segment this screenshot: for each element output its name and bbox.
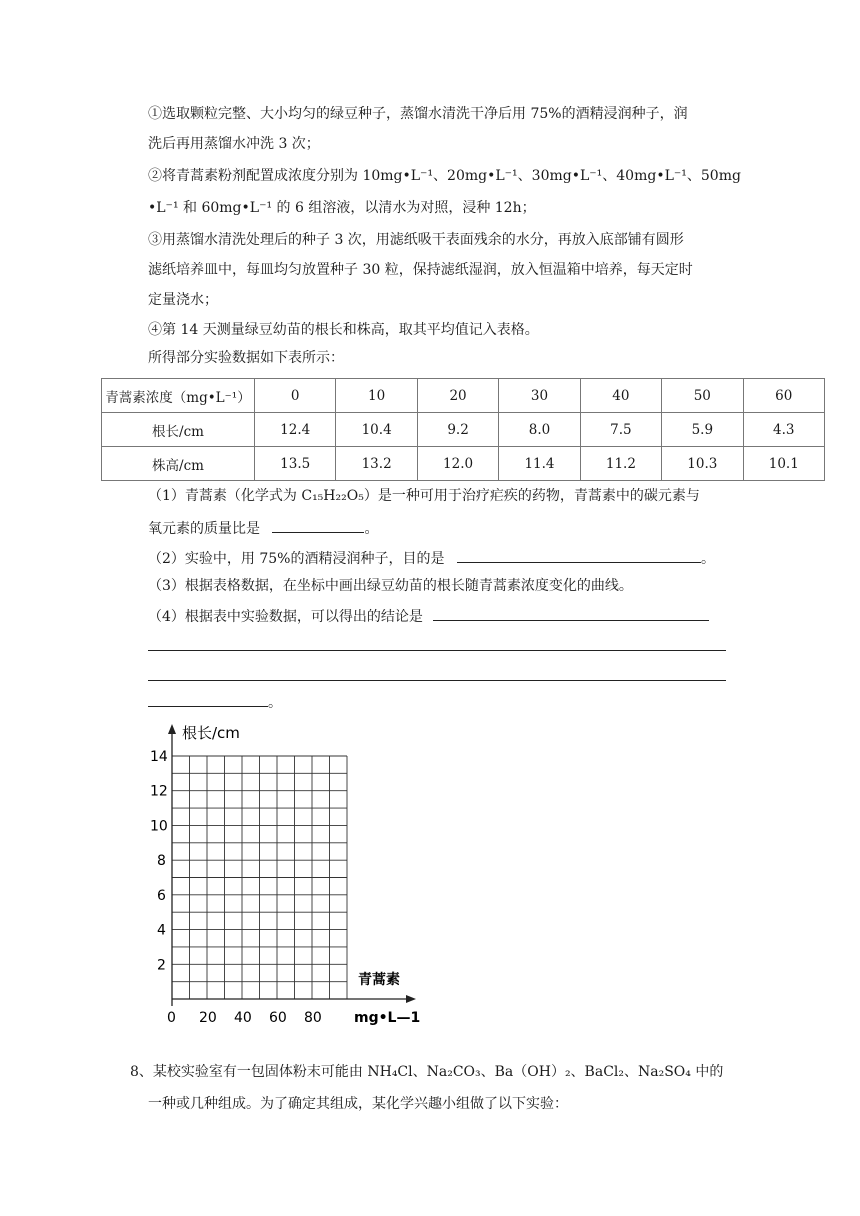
table-cell: 10.4 xyxy=(336,413,417,447)
answer-blank-2[interactable] xyxy=(457,548,701,563)
y-tick-label: 8 xyxy=(157,853,166,870)
row-label: 株高/cm xyxy=(102,447,255,481)
table-cell: 10.3 xyxy=(662,447,743,481)
table-cell: 4.3 xyxy=(743,413,824,447)
table-cell: 13.2 xyxy=(336,447,417,481)
table-cell: 11.2 xyxy=(580,447,661,481)
question-2-end: 。 xyxy=(700,551,715,567)
table-header-cell: 10 xyxy=(336,379,417,413)
grid-lines xyxy=(172,756,347,999)
question-1-end: 。 xyxy=(364,521,379,537)
y-axis-arrow-icon xyxy=(168,724,176,734)
table-header-cell: 60 xyxy=(743,379,824,413)
y-tick-label: 6 xyxy=(157,887,166,904)
step-3-line-3: 定量浇水； xyxy=(148,292,218,308)
question-2-text: （2）实验中，用 75%的酒精浸润种子，目的是 xyxy=(148,551,445,567)
x-tick-label: 60 xyxy=(269,1010,287,1026)
step-2-line-1: ②将青蒿素粉剂配置成浓度分别为 10mg•L⁻¹、20mg•L⁻¹、30mg•L⁻¹、40mg•L⁻¹、50mg xyxy=(148,168,741,184)
table-cell: 8.0 xyxy=(499,413,580,447)
step-3-line-2: 滤纸培养皿中，每皿均匀放置种子 30 粒，保持滤纸湿润，放入恒温箱中培养，每天定时 xyxy=(148,262,693,278)
answer-blank-4a[interactable] xyxy=(433,606,709,621)
x-tick-label: 40 xyxy=(234,1010,252,1026)
table-header-cell: 50 xyxy=(662,379,743,413)
question-1-line-1: （1）青蒿素（化学式为 C₁₅H₂₂O₅）是一种可用于治疗疟疾的药物，青蒿素中的碳元素与 xyxy=(148,488,700,504)
y-tick-label: 14 xyxy=(150,749,168,765)
question-4-last-line xyxy=(148,692,282,713)
y-axis-label: 根长/cm xyxy=(182,724,240,742)
table-cell: 5.9 xyxy=(662,413,743,447)
x-tick-label: 20 xyxy=(199,1010,217,1026)
table-cell: 10.1 xyxy=(743,447,824,481)
x-axis-label-top: 青蒿素 xyxy=(358,972,400,988)
question-3-line: （3）根据表格数据，在坐标中画出绿豆幼苗的根长随青蒿素浓度变化的曲线。 xyxy=(148,578,633,594)
data-table xyxy=(101,378,825,481)
table-row xyxy=(102,413,825,447)
table-cell: 12.0 xyxy=(417,447,498,481)
x-axis-label-bottom: mg•L—1 xyxy=(354,1010,421,1026)
table-cell: 9.2 xyxy=(417,413,498,447)
question-8-line-2: 一种或几种组成。为了确定其组成，某化学兴趣小组做了以下实验： xyxy=(148,1096,568,1112)
question-1-line-2 xyxy=(148,518,378,539)
table-cell: 12.4 xyxy=(255,413,336,447)
answer-blank-4c[interactable] xyxy=(148,680,726,681)
question-8-line-1: 8、某校实验室有一包固体粉末可能由 NH₄Cl、Na₂CO₃、Ba（OH）₂、BaCl₂、Na₂SO₄ 中的 xyxy=(130,1064,724,1080)
x-tick-label: 80 xyxy=(304,1010,322,1026)
table-header-cell: 30 xyxy=(499,379,580,413)
question-1-text: 氧元素的质量比是 xyxy=(148,521,260,537)
x-tick-label: 0 xyxy=(167,1010,176,1026)
answer-blank-4d[interactable] xyxy=(148,692,268,707)
y-tick-label: 12 xyxy=(150,783,168,800)
y-tick-label: 4 xyxy=(157,922,166,939)
row-label: 根长/cm xyxy=(102,413,255,447)
table-header-cell: 40 xyxy=(580,379,661,413)
table-cell: 7.5 xyxy=(580,413,661,447)
step-1-line-2: 洗后再用蒸馏水冲洗 3 次； xyxy=(148,136,320,152)
question-4-end: 。 xyxy=(268,695,282,711)
y-tick-label: 10 xyxy=(150,818,168,835)
table-row xyxy=(102,447,825,481)
step-4-line: ④第 14 天测量绿豆幼苗的根长和株高，取其平均值记入表格。 xyxy=(148,322,539,338)
table-cell: 13.5 xyxy=(255,447,336,481)
answer-blank-1[interactable] xyxy=(272,518,364,533)
answer-blank-4b[interactable] xyxy=(148,650,726,651)
blank-coordinate-grid[interactable] xyxy=(140,718,440,1028)
question-4-text: （4）根据表中实验数据，可以得出的结论是 xyxy=(148,609,423,625)
step-3-line-1: ③用蒸馏水清洗处理后的种子 3 次，用滤纸吸干表面残余的水分，再放入底部铺有圆形 xyxy=(148,232,684,248)
table-header-cell: 0 xyxy=(255,379,336,413)
step-2-line-2: •L⁻¹ 和 60mg•L⁻¹ 的 6 组溶液，以清水为对照，浸种 12h； xyxy=(148,200,536,216)
question-2-line xyxy=(148,548,715,569)
table-intro: 所得部分实验数据如下表所示： xyxy=(148,350,344,366)
table-header-label: 青蒿素浓度（mg•L⁻¹） xyxy=(102,379,255,413)
x-tick-labels xyxy=(167,1010,322,1026)
y-tick-label: 2 xyxy=(157,957,166,974)
y-tick-labels xyxy=(150,749,168,973)
x-axis-arrow-icon xyxy=(406,995,416,1003)
question-4-line xyxy=(148,606,709,627)
table-header-row xyxy=(102,379,825,413)
step-1-line-1: ①选取颗粒完整、大小均匀的绿豆种子，蒸馏水清洗干净后用 75%的酒精浸润种子，润 xyxy=(148,106,688,122)
table-header-cell: 20 xyxy=(417,379,498,413)
table-cell: 11.4 xyxy=(499,447,580,481)
